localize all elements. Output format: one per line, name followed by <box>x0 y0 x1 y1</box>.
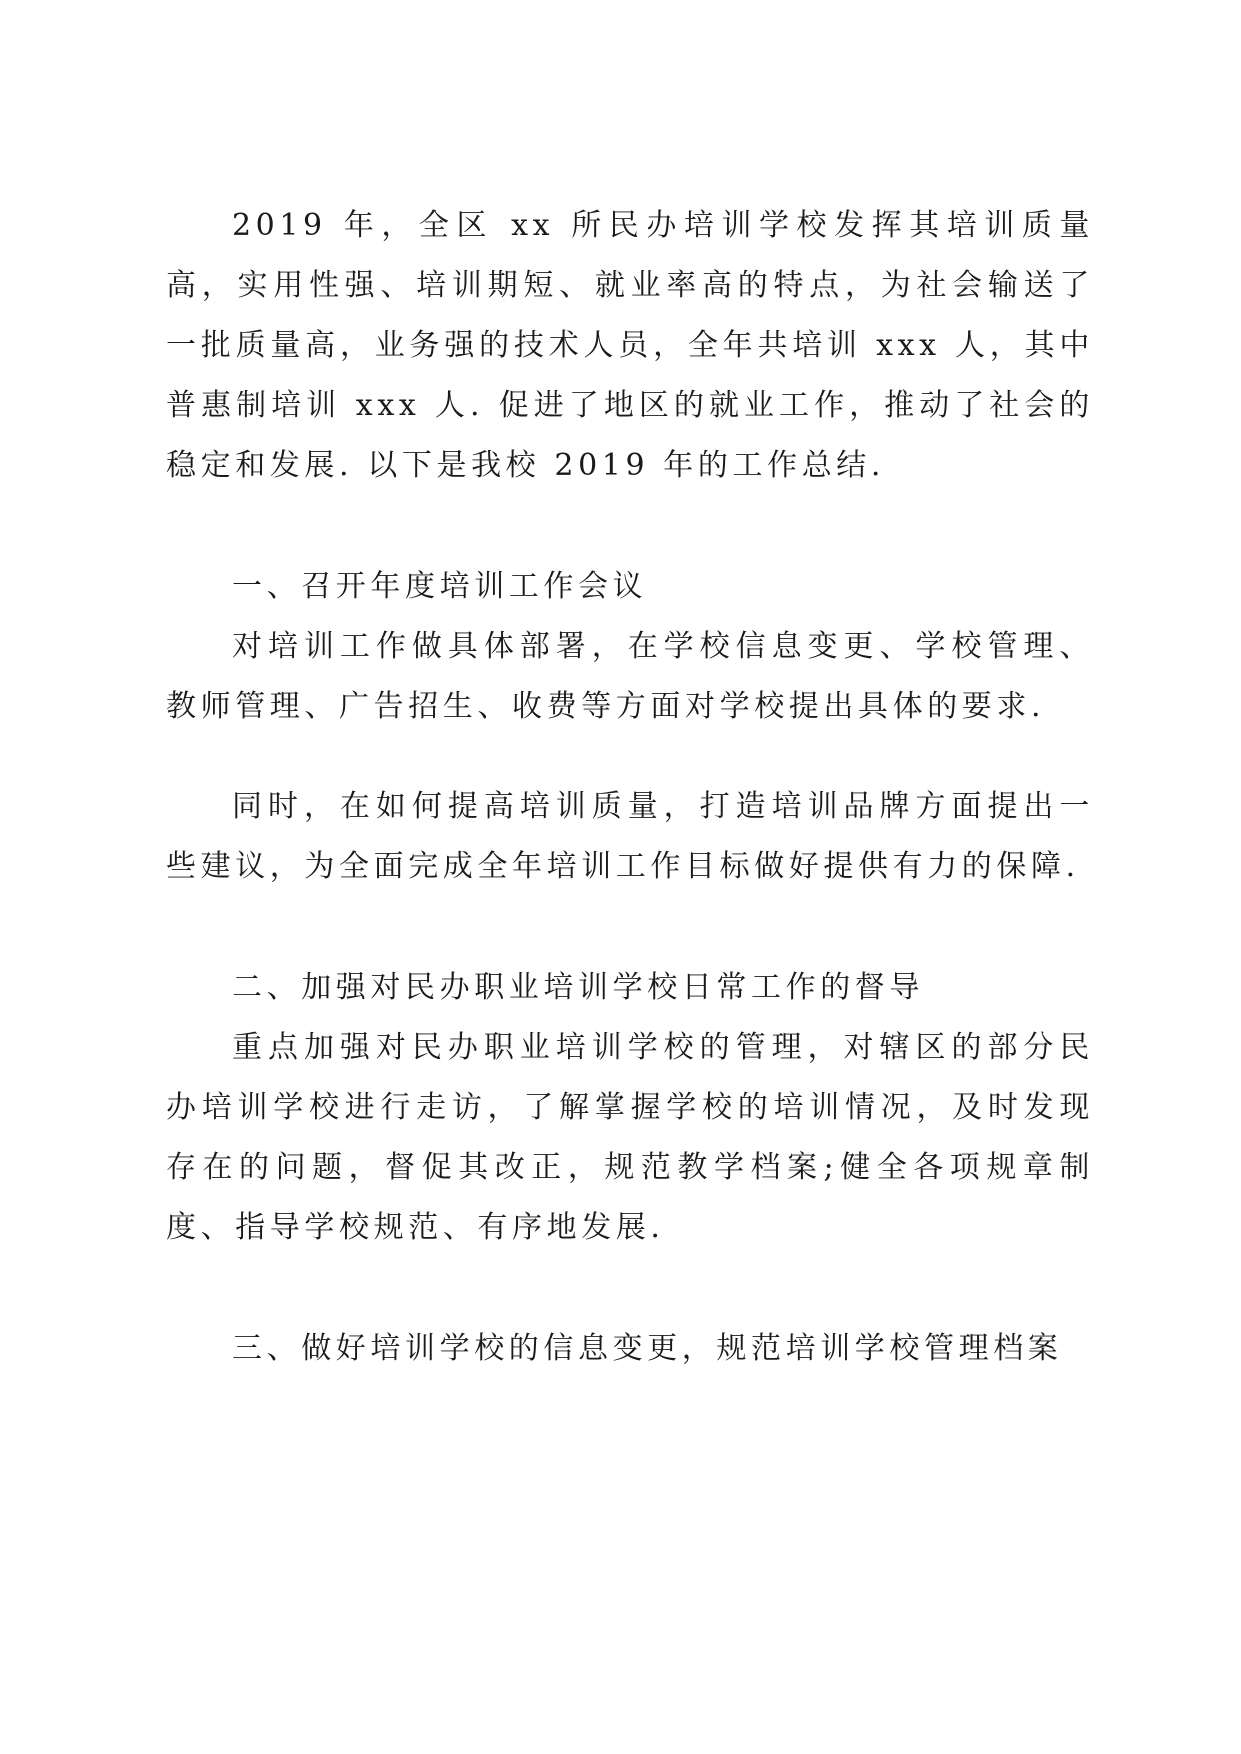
section-heading-1: 一、召开年度培训工作会议 <box>232 569 648 604</box>
section-1-paragraph-2: 同时，在如何提高培训质量，打造培训品牌方面提出一些建议，为全面完成全年培训工作目标做好提供有力的保障. <box>166 789 1094 884</box>
section-heading-3: 三、做好培训学校的信息变更，规范培训学校管理档案 <box>232 1331 1063 1366</box>
section-heading-2: 二、加强对民办职业培训学校日常工作的督导 <box>232 970 924 1005</box>
section-2-paragraph-1: 重点加强对民办职业培训学校的管理，对辖区的部分民办培训学校进行走访，了解掌握学校的培训情况，及时发现存在的问题，督促其改正，规范教学档案;健全各项规章制度、指导学校规范、有序地发展. <box>166 1030 1094 1245</box>
document-body <box>166 196 1094 1379</box>
section-1-paragraph-1: 对培训工作做具体部署，在学校信息变更、学校管理、教师管理、广告招生、收费等方面对学校提出具体的要求. <box>166 629 1094 724</box>
intro-paragraph: 2019 年，全区 xx 所民办培训学校发挥其培训质量高，实用性强、培训期短、就业率高的特点，为社会输送了一批质量高，业务强的技术人员，全年共培训 xxx 人，其中普惠制培训 xxx 人. 促进了地区的就业工作，推动了社会的稳定和发展. 以下是我校 2019 年的工作总结. <box>166 208 1094 483</box>
